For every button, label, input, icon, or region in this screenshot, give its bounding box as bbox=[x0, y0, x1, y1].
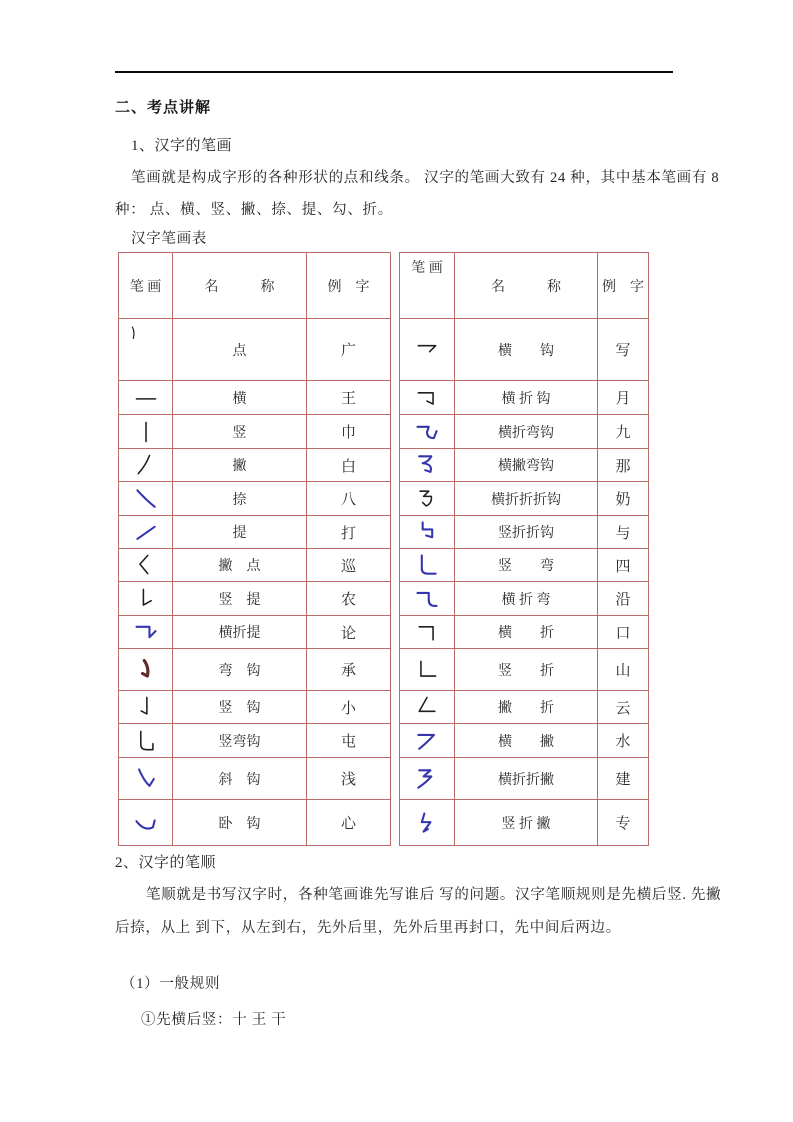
header-cell-example: 例 字 bbox=[598, 253, 649, 319]
stroke-cell bbox=[119, 381, 173, 415]
header-cell-stroke: 笔 画 bbox=[119, 253, 173, 319]
stroke-name-cell: 斜 钩 bbox=[173, 758, 307, 800]
shuwan-stroke-icon bbox=[414, 552, 440, 578]
stroke-name-cell: 横折折折钩 bbox=[455, 482, 598, 516]
example-char-cell: 月 bbox=[598, 381, 649, 415]
stroke-cell bbox=[119, 800, 173, 846]
table-row bbox=[400, 800, 649, 846]
example-char-cell: 水 bbox=[598, 724, 649, 758]
example-char-cell: 巾 bbox=[307, 415, 391, 449]
stroke-cell bbox=[119, 758, 173, 800]
stroke-name-cell: 竖 折 bbox=[455, 649, 598, 691]
hengzhegou-stroke-icon bbox=[414, 385, 440, 411]
header-cell-name: 名 称 bbox=[173, 253, 307, 319]
header-rule bbox=[115, 71, 673, 73]
example-char-cell: 屯 bbox=[307, 724, 391, 758]
shuzhezhegou-stroke-icon bbox=[414, 519, 440, 545]
hengzhewan-stroke-icon bbox=[414, 586, 440, 612]
stroke-cell bbox=[119, 724, 173, 758]
henggou-stroke-icon bbox=[414, 337, 440, 363]
hengzhezhezhegou-stroke-icon bbox=[414, 486, 440, 512]
table-row bbox=[119, 319, 391, 381]
hengzhezhepie-stroke-icon bbox=[414, 766, 440, 792]
header-row bbox=[400, 253, 649, 319]
stroke-tables bbox=[118, 252, 649, 846]
stroke-name-cell: 捺 bbox=[173, 482, 307, 516]
subsection-1-heading: 1、汉字的笔画 bbox=[131, 138, 233, 154]
stroke-name-cell: 提 bbox=[173, 516, 307, 549]
stroke-cell bbox=[119, 549, 173, 582]
hengpiewangou-stroke-icon bbox=[414, 452, 440, 478]
stroke-name-cell: 撇 点 bbox=[173, 549, 307, 582]
stroke-cell bbox=[400, 800, 455, 846]
example-char-cell: 广 bbox=[307, 319, 391, 381]
stroke-cell bbox=[400, 724, 455, 758]
table-row bbox=[119, 516, 391, 549]
stroke-cell bbox=[400, 616, 455, 649]
stroke-name-cell: 撇 折 bbox=[455, 691, 598, 724]
stroke-cell bbox=[119, 649, 173, 691]
table-row bbox=[119, 724, 391, 758]
piedian-stroke-icon bbox=[133, 552, 159, 578]
stroke-cell bbox=[119, 516, 173, 549]
stroke-name-cell: 竖 钩 bbox=[173, 691, 307, 724]
example-char-cell: 沿 bbox=[598, 582, 649, 616]
rule-1-text: ①先横后竖：十 王 干 bbox=[141, 1012, 287, 1028]
example-char-cell: 四 bbox=[598, 549, 649, 582]
shuti-stroke-icon bbox=[133, 586, 159, 612]
ti-stroke-icon bbox=[133, 519, 159, 545]
example-char-cell: 农 bbox=[307, 582, 391, 616]
table-row bbox=[400, 415, 649, 449]
shuzhe-stroke-icon bbox=[414, 657, 440, 683]
stroke-name-cell: 横 折 钩 bbox=[455, 381, 598, 415]
section-heading: 二、考点讲解 bbox=[115, 100, 212, 116]
header-cell-stroke: 笔 画 bbox=[400, 253, 455, 319]
stroke-cell bbox=[400, 758, 455, 800]
stroke-cell bbox=[119, 415, 173, 449]
stroke-cell bbox=[119, 482, 173, 516]
example-char-cell: 王 bbox=[307, 381, 391, 415]
stroke-cell bbox=[119, 582, 173, 616]
stroke-name-cell: 横折提 bbox=[173, 616, 307, 649]
stroke-name-cell: 竖 提 bbox=[173, 582, 307, 616]
shu-stroke-icon bbox=[133, 419, 159, 445]
table-row bbox=[119, 758, 391, 800]
shugou-stroke-icon bbox=[133, 694, 159, 720]
example-char-cell: 云 bbox=[598, 691, 649, 724]
stroke-name-cell: 横撇弯钩 bbox=[455, 449, 598, 482]
example-char-cell: 那 bbox=[598, 449, 649, 482]
example-char-cell: 专 bbox=[598, 800, 649, 846]
paragraph-1-line-1: 笔画就是构成字形的各种形状的点和线条。 汉字的笔画大致有 24 种，其中基本笔画有 8 bbox=[131, 170, 720, 186]
stroke-cell bbox=[119, 319, 173, 381]
stroke-cell bbox=[400, 582, 455, 616]
hengzhe-stroke-icon bbox=[414, 619, 440, 645]
example-char-cell: 浅 bbox=[307, 758, 391, 800]
pie-stroke-icon bbox=[133, 452, 159, 478]
table-row bbox=[119, 649, 391, 691]
table-row bbox=[400, 649, 649, 691]
table-row bbox=[400, 381, 649, 415]
header-cell-example: 例 字 bbox=[307, 253, 391, 319]
stroke-cell bbox=[400, 449, 455, 482]
example-char-cell: 写 bbox=[598, 319, 649, 381]
table-row bbox=[400, 516, 649, 549]
stroke-name-cell: 弯 钩 bbox=[173, 649, 307, 691]
stroke-name-cell: 竖 bbox=[173, 415, 307, 449]
stroke-cell bbox=[119, 616, 173, 649]
table-row bbox=[119, 582, 391, 616]
stroke-name-cell: 竖折折钩 bbox=[455, 516, 598, 549]
header-row bbox=[119, 253, 391, 319]
stroke-name-cell: 点 bbox=[173, 319, 307, 381]
stroke-name-cell: 竖 折 撇 bbox=[455, 800, 598, 846]
stroke-table-right bbox=[399, 252, 649, 846]
stroke-name-cell: 横 钩 bbox=[455, 319, 598, 381]
stroke-name-cell: 横 折 bbox=[455, 616, 598, 649]
table-row bbox=[400, 616, 649, 649]
table-row bbox=[400, 691, 649, 724]
table-row bbox=[119, 415, 391, 449]
table-row bbox=[400, 449, 649, 482]
example-char-cell: 奶 bbox=[598, 482, 649, 516]
stroke-cell bbox=[400, 691, 455, 724]
example-char-cell: 白 bbox=[307, 449, 391, 482]
shuzhepie-stroke-icon bbox=[414, 810, 440, 836]
table-row bbox=[119, 800, 391, 846]
stroke-cell bbox=[400, 649, 455, 691]
table-row bbox=[400, 549, 649, 582]
heng-stroke-icon bbox=[133, 385, 159, 411]
table-row bbox=[400, 582, 649, 616]
rule-heading: （1）一般规则 bbox=[121, 976, 221, 992]
stroke-name-cell: 横 撇 bbox=[455, 724, 598, 758]
example-char-cell: 论 bbox=[307, 616, 391, 649]
stroke-cell bbox=[400, 381, 455, 415]
stroke-cell bbox=[119, 691, 173, 724]
example-char-cell: 八 bbox=[307, 482, 391, 516]
xiegou-stroke-icon bbox=[133, 766, 159, 792]
stroke-cell bbox=[400, 549, 455, 582]
stroke-cell bbox=[400, 482, 455, 516]
example-char-cell: 与 bbox=[598, 516, 649, 549]
wangou-stroke-icon bbox=[133, 657, 159, 683]
example-char-cell: 心 bbox=[307, 800, 391, 846]
stroke-name-cell: 卧 钩 bbox=[173, 800, 307, 846]
example-char-cell: 承 bbox=[307, 649, 391, 691]
paragraph-2-line-2: 后捺，从上 到下，从左到右，先外后里，先外后里再封口，先中间后两边。 bbox=[115, 920, 621, 936]
table-row bbox=[119, 381, 391, 415]
piezhe-stroke-icon bbox=[414, 694, 440, 720]
hengpie-stroke-icon bbox=[414, 728, 440, 754]
paragraph-1-line-2: 种： 点、横、竖、撇、捺、提、勾、折。 bbox=[115, 202, 393, 218]
stroke-name-cell: 竖 弯 bbox=[455, 549, 598, 582]
na-stroke-icon bbox=[133, 486, 159, 512]
stroke-cell bbox=[400, 319, 455, 381]
table-row bbox=[119, 549, 391, 582]
hengzheti-stroke-icon bbox=[133, 619, 159, 645]
table-caption: 汉字笔画表 bbox=[131, 231, 207, 247]
example-char-cell: 建 bbox=[598, 758, 649, 800]
table-row bbox=[400, 482, 649, 516]
table-row bbox=[400, 319, 649, 381]
table-row bbox=[400, 724, 649, 758]
shuwangou-stroke-icon bbox=[133, 728, 159, 754]
stroke-name-cell: 竖弯钩 bbox=[173, 724, 307, 758]
stroke-table-left bbox=[118, 252, 391, 846]
stroke-cell bbox=[119, 449, 173, 482]
table-row bbox=[119, 482, 391, 516]
stroke-name-cell: 横 bbox=[173, 381, 307, 415]
stroke-name-cell: 横 折 弯 bbox=[455, 582, 598, 616]
table-row bbox=[119, 691, 391, 724]
dian-stroke-icon bbox=[123, 323, 143, 343]
subsection-2-heading: 2、汉字的笔顺 bbox=[115, 855, 217, 871]
paragraph-2-line-1: 笔顺就是书写汉字时，各种笔画谁先写谁后 写的问题。汉字笔顺规则是先横后竖. 先撇 bbox=[146, 887, 722, 903]
example-char-cell: 打 bbox=[307, 516, 391, 549]
hengzhewangou-stroke-icon bbox=[414, 419, 440, 445]
table-row bbox=[400, 758, 649, 800]
stroke-cell bbox=[400, 516, 455, 549]
stroke-name-cell: 横折弯钩 bbox=[455, 415, 598, 449]
example-char-cell: 山 bbox=[598, 649, 649, 691]
example-char-cell: 九 bbox=[598, 415, 649, 449]
header-cell-name: 名 称 bbox=[455, 253, 598, 319]
wogou-stroke-icon bbox=[133, 810, 159, 836]
example-char-cell: 口 bbox=[598, 616, 649, 649]
stroke-cell bbox=[400, 415, 455, 449]
stroke-name-cell: 撇 bbox=[173, 449, 307, 482]
example-char-cell: 巡 bbox=[307, 549, 391, 582]
example-char-cell: 小 bbox=[307, 691, 391, 724]
stroke-name-cell: 横折折撇 bbox=[455, 758, 598, 800]
table-row bbox=[119, 616, 391, 649]
table-row bbox=[119, 449, 391, 482]
